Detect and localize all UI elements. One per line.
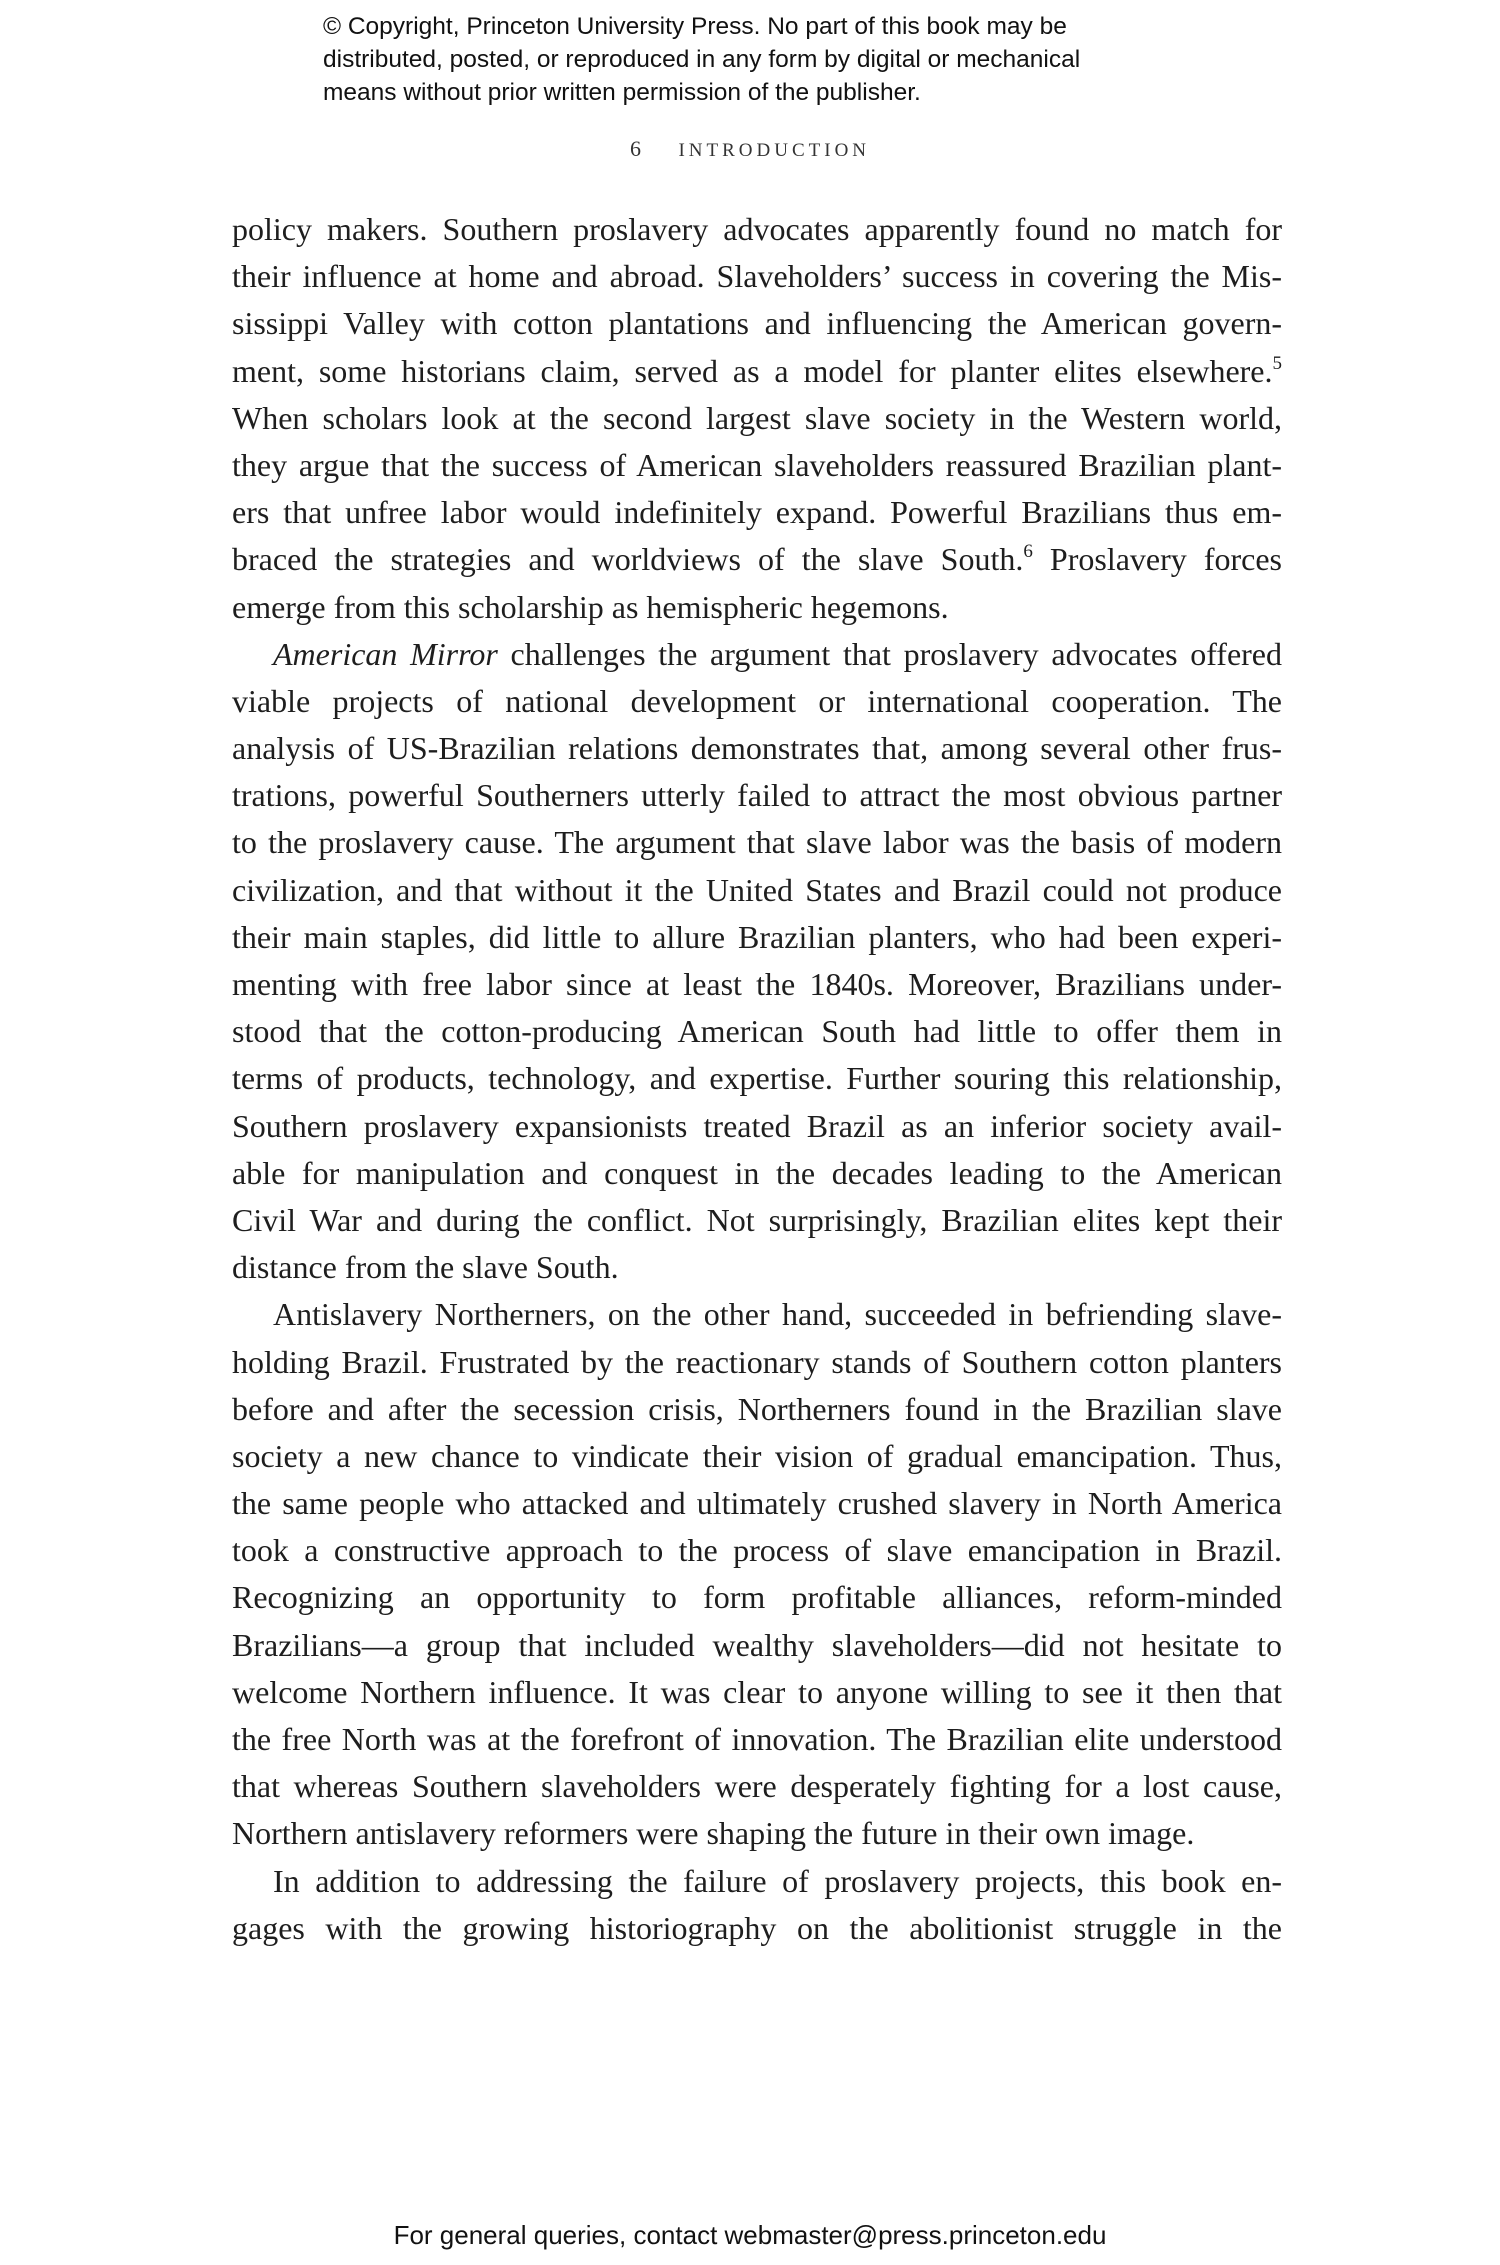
text-line: Northern antislavery reformers were shaping the future in their own image. bbox=[232, 1815, 1195, 1852]
text-line: to the proslavery cause. The argument that slave labor was the basis of modern bbox=[232, 824, 1282, 861]
text-line: the free North was at the forefront of innovation. The Brazilian elite understood bbox=[232, 1721, 1282, 1757]
text-run: ment, some historians claim, served as a model for planter elites elsewhere. bbox=[232, 352, 1273, 389]
footer-contact: For general queries, contact webmaster@press.princeton.edu bbox=[393, 2220, 1107, 2250]
text-line: analysis of US-Brazilian relations demonstrates that, among several other frus- bbox=[232, 730, 1282, 767]
text-line: terms of products, technology, and expertise. Further souring this relationship, bbox=[232, 1060, 1282, 1097]
text-line: took a constructive approach to the process of slave emancipation in Brazil. bbox=[232, 1532, 1282, 1569]
copyright-line: distributed, posted, or reproduced in any form by digital or mechanical bbox=[323, 46, 1081, 73]
text-line: emerge from this scholarship as hemispheric hegemons. bbox=[232, 588, 949, 625]
text-line: sissippi Valley with cotton plantations and influencing the American govern- bbox=[232, 305, 1282, 342]
text-line: trations, powerful Southerners utterly failed to attract the most obvious partner bbox=[232, 777, 1282, 814]
text-line: civilization, and that without it the United States and Brazil could not produce bbox=[232, 871, 1282, 908]
copyright-notice bbox=[323, 10, 1223, 109]
text-line: their influence at home and abroad. Slaveholders’ success in covering the Mis- bbox=[232, 258, 1282, 295]
text-line: before and after the secession crisis, Northerners found in the Brazilian slave bbox=[232, 1390, 1282, 1427]
text-line: their main staples, did little to allure Brazilian planters, who had been experi- bbox=[232, 918, 1282, 955]
text-line: viable projects of national development or international cooperation. The bbox=[232, 682, 1282, 719]
text-line: ers that unfree labor would indefinitely expand. Powerful Brazilians thus em- bbox=[232, 494, 1282, 531]
text-line bbox=[232, 631, 1282, 678]
copyright-line: means without prior written permission of the publisher. bbox=[323, 79, 921, 106]
text-line: In addition to addressing the failure of proslavery projects, this book en- bbox=[273, 1862, 1282, 1899]
text-line bbox=[232, 348, 1282, 395]
text-run: challenges the argument that proslavery advocates offered bbox=[497, 635, 1283, 672]
text-run: Proslavery forces bbox=[1032, 541, 1283, 578]
text-line: policy makers. Southern proslavery advocates apparently found no match for bbox=[232, 211, 1282, 247]
text-line: distance from the slave South. bbox=[232, 1249, 619, 1286]
text-line: stood that the cotton-producing American South had little to offer them in bbox=[232, 1013, 1282, 1050]
text-line: society a new chance to vindicate their vision of gradual emancipation. Thus, bbox=[232, 1437, 1282, 1474]
text-line: welcome Northern influence. It was clear to anyone willing to see it then that bbox=[232, 1673, 1282, 1710]
text-line: they argue that the success of American slaveholders reassured Brazilian plant- bbox=[232, 446, 1282, 483]
footnote-ref[interactable]: 6 bbox=[1023, 541, 1033, 563]
text-line: menting with free labor since at least the 1840s. Moreover, Brazilians under- bbox=[232, 966, 1282, 1002]
text-line: Recognizing an opportunity to form profitable alliances, reform-minded bbox=[232, 1579, 1282, 1616]
text-line: that whereas Southern slaveholders were desperately fighting for a lost cause, bbox=[232, 1768, 1282, 1805]
copyright-line: © Copyright, Princeton University Press. No part of this book may be bbox=[323, 13, 1067, 40]
text-line: able for manipulation and conquest in the decades leading to the American bbox=[232, 1154, 1282, 1191]
text-line bbox=[232, 536, 1282, 583]
text-line: the same people who attacked and ultimately crushed slavery in North America bbox=[232, 1485, 1282, 1522]
text-line: holding Brazil. Frustrated by the reactionary stands of Southern cotton planters bbox=[232, 1343, 1282, 1380]
section-title: INTRODUCTION bbox=[678, 140, 871, 161]
text-line: Civil War and during the conflict. Not surprisingly, Brazilian elites kept their bbox=[232, 1201, 1282, 1238]
text-line: Brazilians—a group that included wealthy slaveholders—did not hesitate to bbox=[232, 1626, 1282, 1663]
text-run: braced the strategies and worldviews of the slave South. bbox=[232, 541, 1024, 578]
running-head bbox=[0, 136, 1500, 162]
footnote-ref[interactable]: 5 bbox=[1272, 352, 1282, 374]
text-line: gages with the growing historiography on the abolitionist struggle in the bbox=[232, 1909, 1282, 1946]
text-line: Antislavery Northerners, on the other hand, succeeded in befriending slave- bbox=[273, 1296, 1282, 1333]
text-line: Southern proslavery expansionists treated Brazil as an inferior society avail- bbox=[232, 1107, 1282, 1144]
body-text bbox=[232, 206, 1282, 1952]
page-number: 6 bbox=[629, 136, 644, 161]
book-title: American Mirror bbox=[273, 635, 498, 672]
text-line: When scholars look at the second largest slave society in the Western world, bbox=[232, 399, 1282, 436]
